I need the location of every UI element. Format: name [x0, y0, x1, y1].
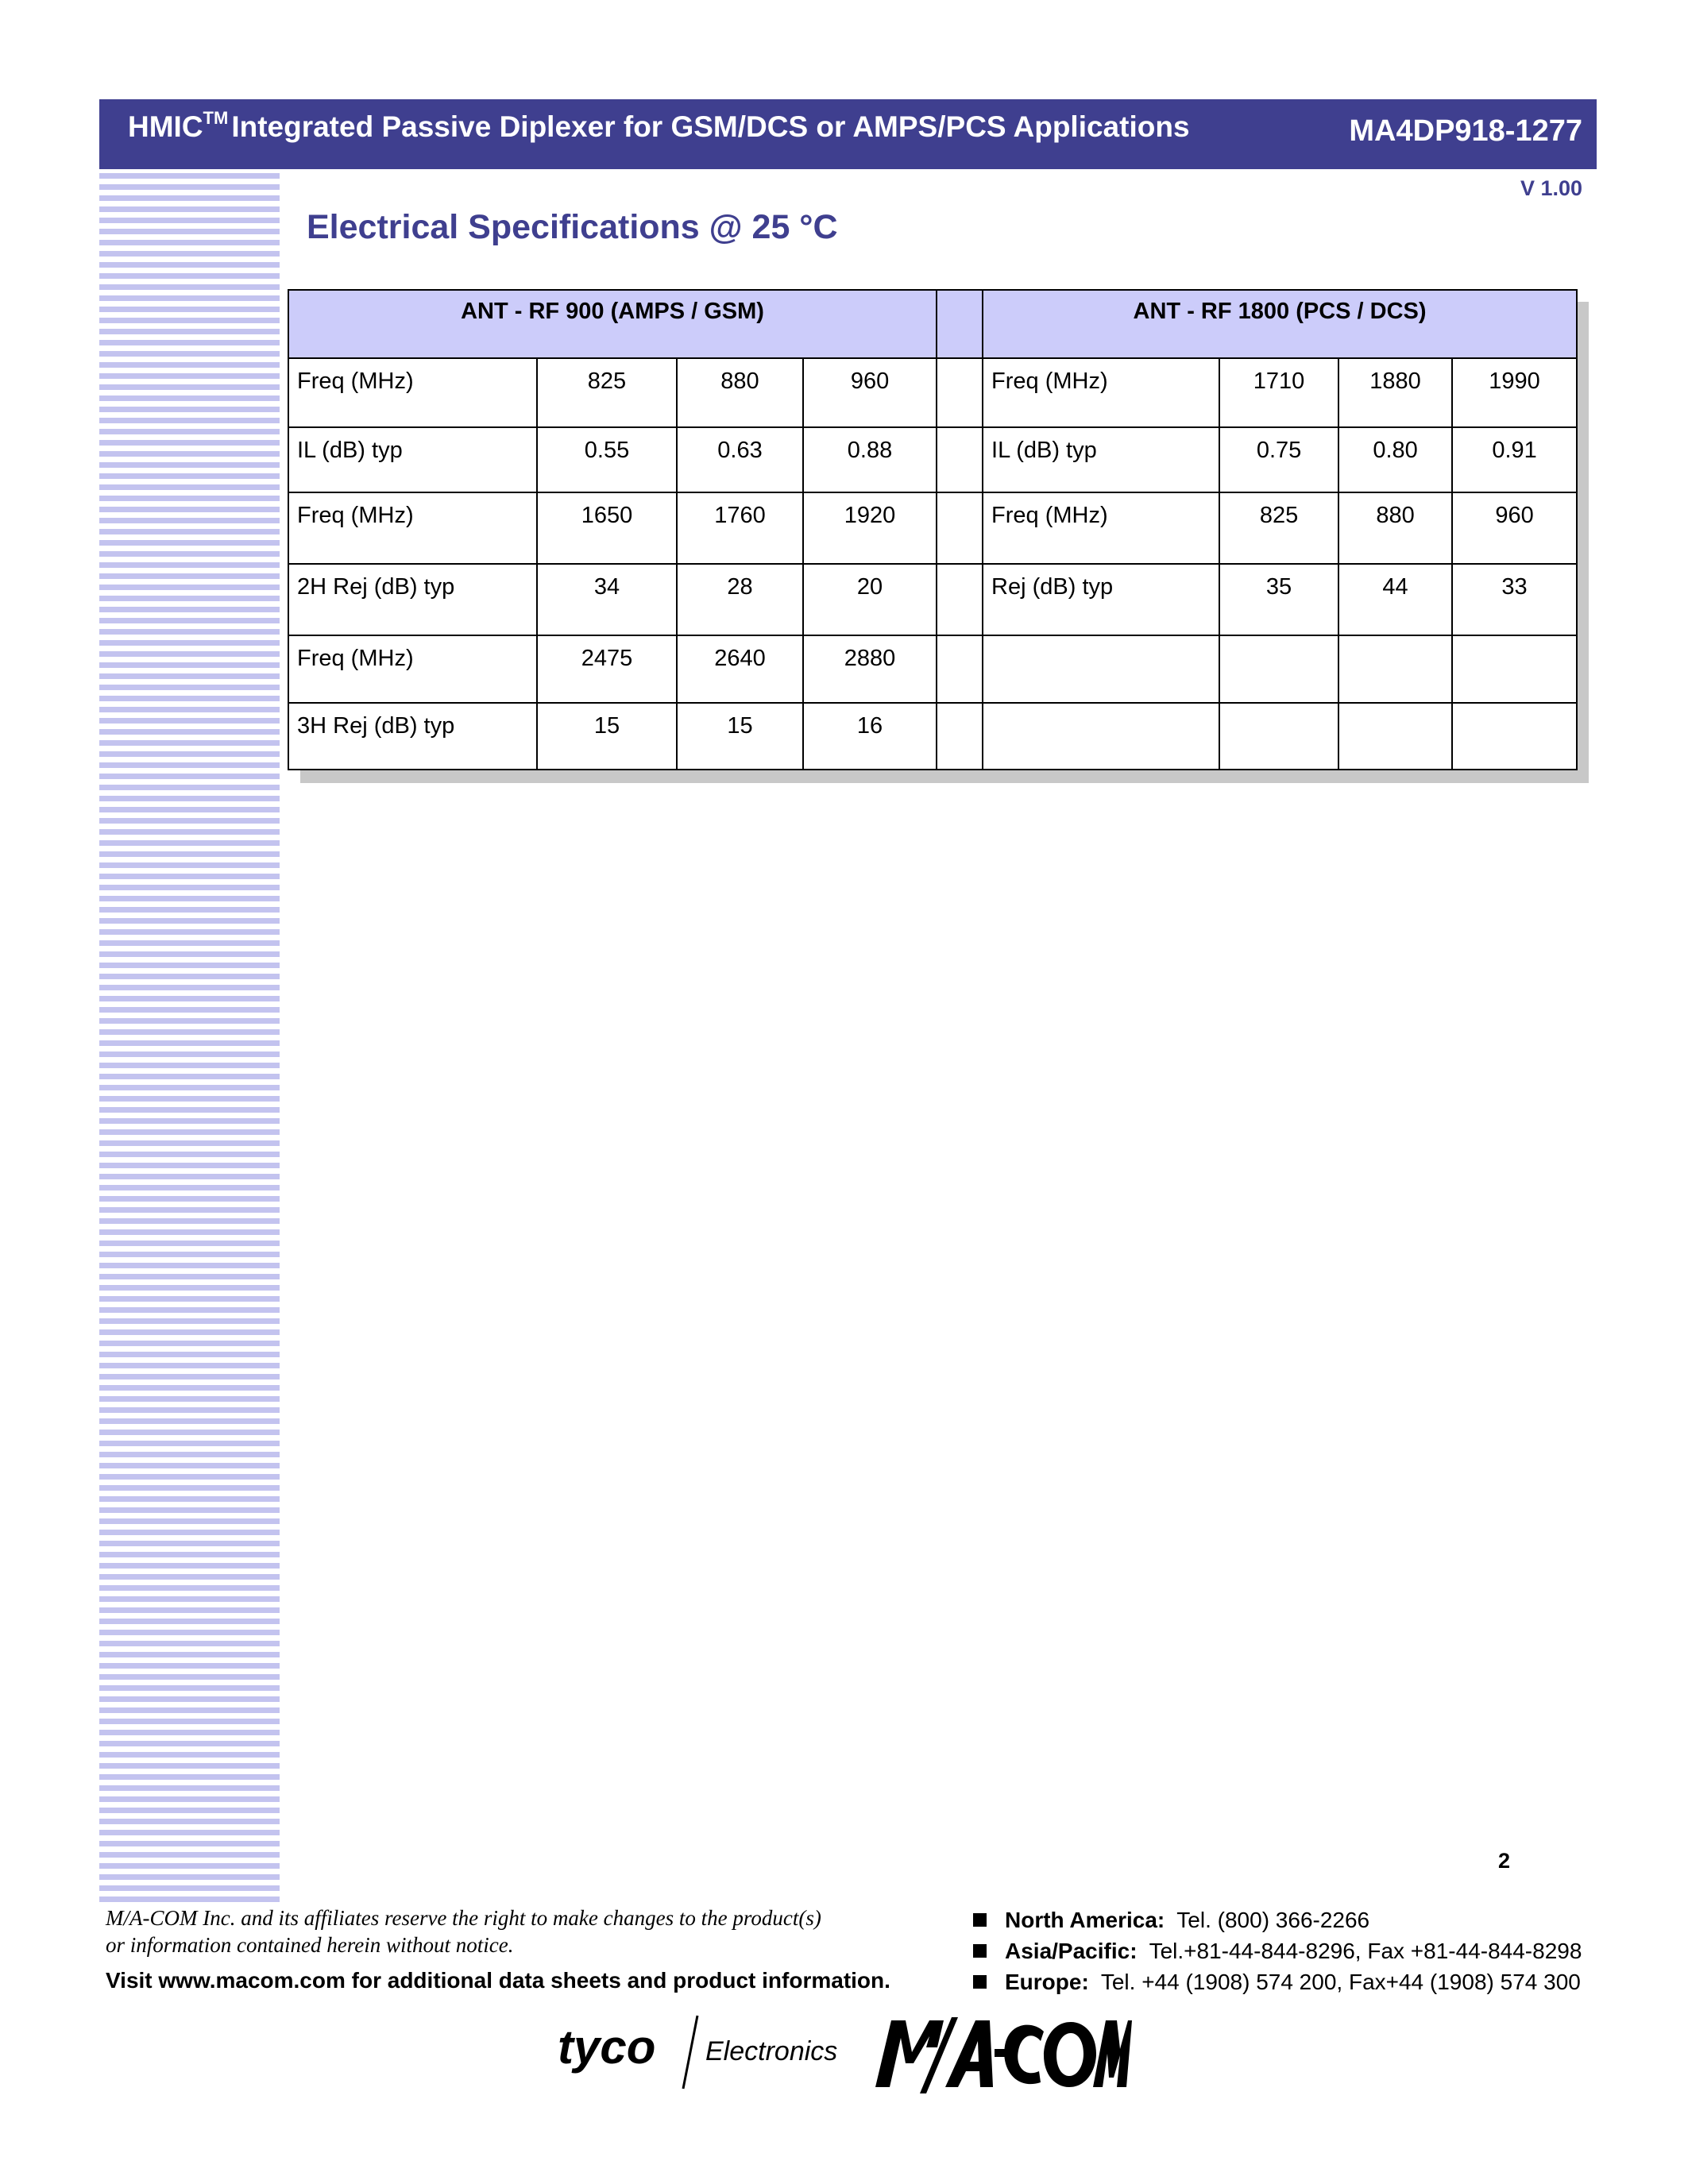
- part-number: MA4DP918-1277: [1349, 114, 1582, 148]
- cell-value: [1219, 635, 1338, 702]
- cell-value: 1920: [803, 492, 937, 564]
- table-row: [288, 635, 1577, 702]
- table-row: [288, 564, 1577, 635]
- cell-value: 960: [803, 358, 937, 426]
- cell-value: 0.63: [677, 427, 803, 492]
- gap-cell: [937, 564, 983, 635]
- macom-wordmark: M/A-COM: [874, 2014, 878, 2015]
- row-label: [983, 635, 1219, 702]
- cell-value: [1338, 635, 1452, 702]
- contact-info: Tel. +44 (1908) 574 200, Fax+44 (1908) 574 300: [1100, 1970, 1581, 1994]
- contact-north-america: [973, 1904, 1582, 1935]
- gap-cell: [937, 635, 983, 702]
- header-bar: [99, 99, 1597, 169]
- decorative-stripes: [99, 173, 280, 1904]
- cell-value: 0.55: [537, 427, 677, 492]
- contact-asia-pacific: [973, 1935, 1582, 1966]
- row-label: Rej (dB) typ: [983, 564, 1219, 635]
- document-title: [128, 107, 1190, 146]
- electronics-wordmark: Electronics: [705, 2036, 838, 2066]
- macom-logo: [874, 2014, 1132, 2101]
- disclaimer-line: or information contained herein without notice.: [106, 1933, 514, 1957]
- contact-info: Tel.+81-44-844-8296, Fax +81-44-844-8298: [1149, 1939, 1582, 1963]
- table-header-row: [288, 290, 1577, 358]
- cell-value: 44: [1338, 564, 1452, 635]
- row-label: IL (dB) typ: [983, 427, 1219, 492]
- version-label: V 1.00: [1520, 176, 1582, 200]
- cell-value: 20: [803, 564, 937, 635]
- cell-value: 0.75: [1219, 427, 1338, 492]
- cell-value: 33: [1452, 564, 1577, 635]
- cell-value: 16: [803, 703, 937, 770]
- table-row: [288, 427, 1577, 492]
- gap-cell: [937, 492, 983, 564]
- contact-europe: [973, 1966, 1582, 1997]
- tyco-wordmark: tyco: [558, 2020, 656, 2074]
- table-row: [288, 703, 1577, 770]
- cell-value: 15: [677, 703, 803, 770]
- cell-value: 0.91: [1452, 427, 1577, 492]
- cell-value: 960: [1452, 492, 1577, 564]
- row-label: Freq (MHz): [288, 358, 537, 426]
- disclaimer: [106, 1904, 900, 1958]
- left-group-header: ANT - RF 900 (AMPS / GSM): [288, 290, 937, 358]
- square-bullet-icon: [973, 1975, 987, 1989]
- tyco-electronics-logo: [556, 2008, 842, 2095]
- row-label: IL (dB) typ: [288, 427, 537, 492]
- cell-value: 1650: [537, 492, 677, 564]
- section-title: Electrical Specifications @ 25 °C: [307, 208, 838, 246]
- title-trademark: TM: [203, 108, 229, 128]
- cell-value: 34: [537, 564, 677, 635]
- square-bullet-icon: [973, 1944, 987, 1958]
- row-label: 3H Rej (dB) typ: [288, 703, 537, 770]
- title-rest: Integrated Passive Diplexer for GSM/DCS or AMPS/PCS Applications: [231, 110, 1190, 143]
- row-label: [983, 703, 1219, 770]
- row-label: Freq (MHz): [288, 492, 537, 564]
- cell-value: 1990: [1452, 358, 1577, 426]
- disclaimer-line: M/A-COM Inc. and its affiliates reserve the right to make changes to the product(s): [106, 1906, 821, 1930]
- cell-value: [1452, 635, 1577, 702]
- cell-value: 0.88: [803, 427, 937, 492]
- cell-value: 2640: [677, 635, 803, 702]
- cell-value: 1710: [1219, 358, 1338, 426]
- table-row: [288, 358, 1577, 426]
- contact-list: [973, 1904, 1582, 1997]
- page-number: 2: [1498, 1849, 1511, 1873]
- contact-info: Tel. (800) 366-2266: [1176, 1908, 1370, 1932]
- cell-value: 15: [537, 703, 677, 770]
- spec-table: [288, 289, 1578, 770]
- row-label: Freq (MHz): [983, 492, 1219, 564]
- cell-value: [1219, 703, 1338, 770]
- square-bullet-icon: [973, 1913, 987, 1927]
- cell-value: [1452, 703, 1577, 770]
- contact-region: Asia/Pacific:: [1005, 1939, 1138, 1963]
- gap-cell: [937, 427, 983, 492]
- cell-value: 2475: [537, 635, 677, 702]
- gap-cell: [937, 703, 983, 770]
- cell-value: 28: [677, 564, 803, 635]
- cell-value: 1760: [677, 492, 803, 564]
- logo-divider: [683, 2016, 697, 2089]
- cell-value: [1338, 703, 1452, 770]
- cell-value: 880: [1338, 492, 1452, 564]
- row-label: Freq (MHz): [288, 635, 537, 702]
- cell-value: 0.80: [1338, 427, 1452, 492]
- cell-value: 825: [1219, 492, 1338, 564]
- cell-value: 35: [1219, 564, 1338, 635]
- title-prefix: HMIC: [128, 110, 203, 143]
- visit-website-note: Visit www.macom.com for additional data sheets and product information.: [106, 1968, 890, 1993]
- contact-region: Europe:: [1005, 1970, 1089, 1994]
- gap-cell: [937, 358, 983, 426]
- cell-value: 880: [677, 358, 803, 426]
- cell-value: 2880: [803, 635, 937, 702]
- row-label: 2H Rej (dB) typ: [288, 564, 537, 635]
- cell-value: 1880: [1338, 358, 1452, 426]
- row-label: Freq (MHz): [983, 358, 1219, 426]
- table-row: [288, 492, 1577, 564]
- right-group-header: ANT - RF 1800 (PCS / DCS): [983, 290, 1577, 358]
- contact-region: North America:: [1005, 1908, 1165, 1932]
- cell-value: 825: [537, 358, 677, 426]
- gap-header: [937, 290, 983, 358]
